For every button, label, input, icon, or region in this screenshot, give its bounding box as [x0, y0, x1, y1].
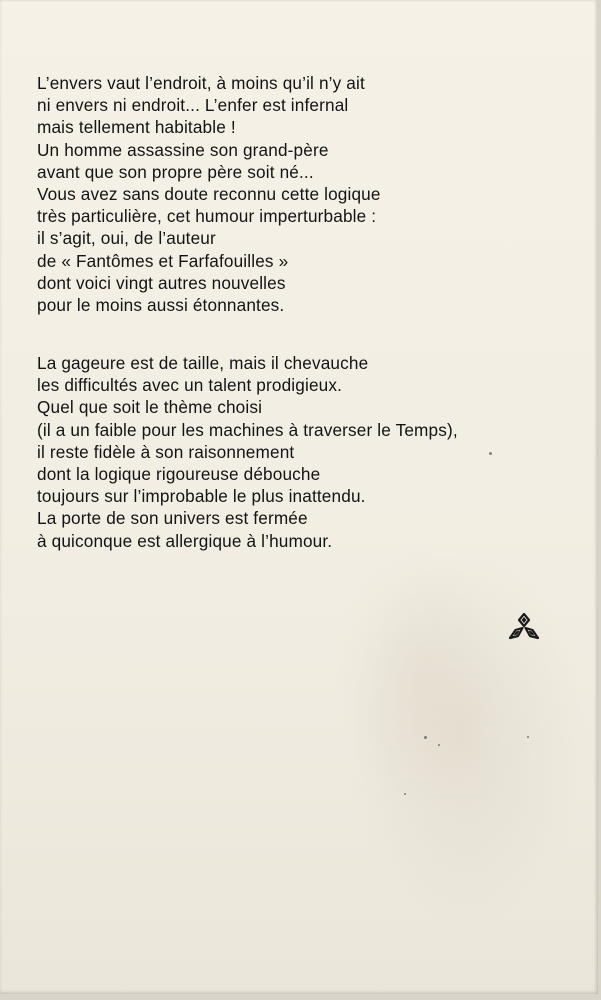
text-line: La porte de son univers est fermée [37, 508, 308, 529]
paper-speck [424, 736, 427, 739]
text-line: (il a un faible pour les machines à traverser le Temps), [37, 419, 458, 440]
text-line: dont la logique rigoureuse débouche [37, 464, 321, 485]
paper-speck [527, 736, 529, 738]
text-line: Un homme assassine son grand-père [37, 139, 329, 160]
text-line: de « Fantômes et Farfafouilles » [37, 250, 289, 271]
text-line: mais tellement habitable ! [37, 117, 236, 138]
paper-speck [404, 793, 406, 795]
text-line: La gageure est de taille, mais il chevauche [37, 353, 369, 373]
text-line: avant que son propre père soit né... [37, 161, 314, 182]
paper-speck [489, 452, 492, 455]
text-line: il s’agit, oui, de l’auteur [37, 228, 216, 249]
text-line: à quiconque est allergique à l’humour. [37, 530, 333, 551]
blurb-paragraph-2 [37, 352, 577, 552]
text-line: il reste fidèle à son raisonnement [37, 441, 295, 462]
publisher-logo-icon [507, 612, 541, 642]
blurb-paragraph-1 [37, 72, 577, 316]
text-line: pour le moins aussi étonnantes. [37, 295, 285, 316]
paper-speck [438, 744, 440, 746]
text-line: L’envers vaut l’endroit, à moins qu’il n’y ait [37, 73, 365, 93]
text-line: ni envers ni endroit... L’enfer est infernal [37, 95, 349, 116]
text-line: très particulière, cet humour imperturbable : [37, 206, 377, 227]
text-line: Vous avez sans doute reconnu cette logique [37, 184, 381, 205]
text-line: Quel que soit le thème choisi [37, 397, 263, 418]
text-line: toujours sur l’improbable le plus inattendu. [37, 486, 366, 507]
text-line: dont voici vingt autres nouvelles [37, 272, 286, 293]
text-line: les difficultés avec un talent prodigieux. [37, 375, 343, 396]
